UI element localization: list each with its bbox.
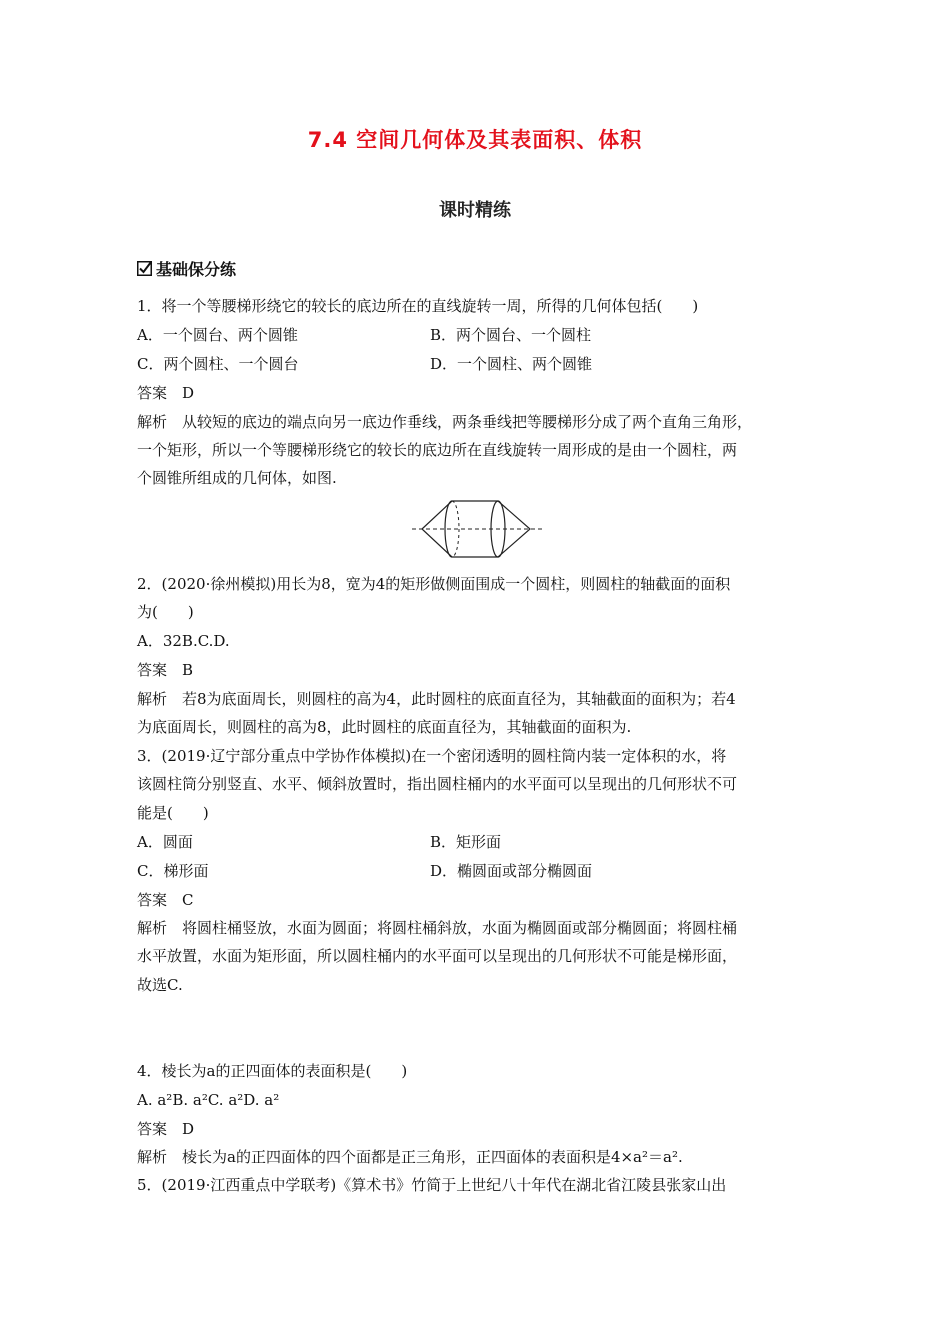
q1-explanation-line1: 解析 从较短的底边的端点向另一底边作垂线，两条垂线把等腰梯形分成了两个直角三角形， <box>137 413 753 431</box>
q3-answer: 答案 C <box>137 891 194 909</box>
q3-explanation-line3: 故选C. <box>137 976 183 994</box>
page-title: 7.4 空间几何体及其表面积、体积 <box>307 128 643 152</box>
q2-answer: 答案 B <box>137 661 194 679</box>
q5-stem: 5．(2019·江西重点中学联考)《算术书》竹简于上世纪八十年代在湖北省江陵县张家山出 <box>137 1176 727 1194</box>
q2-stem-line1: 2．(2020·徐州模拟)用长为8，宽为4的矩形做侧面围成一个圆柱，则圆柱的轴截面的面积 <box>137 575 731 593</box>
q3-option-b: B．矩形面 <box>430 833 502 851</box>
q3-option-d: D．椭圆面或部分椭圆面 <box>430 862 593 880</box>
q3-explanation-line1: 解析 将圆柱桶竖放，水面为圆面；将圆柱桶斜放，水面为椭圆面或部分椭圆面；将圆柱桶 <box>137 919 738 937</box>
q1-stem: 1．将一个等腰梯形绕它的较长的底边所在的直线旋转一周，所得的几何体包括( ) <box>137 297 699 315</box>
q1-option-d: D．一个圆柱、两个圆锥 <box>430 355 593 373</box>
q2-explanation-line1: 解析 若8为底面周长，则圆柱的高为4，此时圆柱的底面直径为，其轴截面的面积为；若4 <box>137 690 736 708</box>
q1-answer: 答案 D <box>137 384 195 402</box>
q3-stem-line1: 3．(2019·辽宁部分重点中学协作体模拟)在一个密闭透明的圆柱筒内装一定体积的水，将 <box>137 747 727 765</box>
q2-stem-line2: 为( ) <box>137 603 194 621</box>
q1-option-c: C．两个圆柱、一个圆台 <box>137 355 299 373</box>
q4-explanation: 解析 棱长为a的正四面体的四个面都是正三角形，正四面体的表面积是4×a²＝a². <box>137 1148 683 1166</box>
q3-option-c: C．梯形面 <box>137 862 209 880</box>
q3-explanation-line2: 水平放置，水面为矩形面，所以圆柱桶内的水平面可以呈现出的几何形状不可能是梯形面， <box>137 947 738 965</box>
q2-explanation-line2: 为底面周长，则圆柱的高为8，此时圆柱的底面直径为，其轴截面的面积为. <box>137 718 632 736</box>
q3-stem-line3: 能是( ) <box>137 804 209 822</box>
q4-answer: 答案 D <box>137 1120 195 1138</box>
q1-option-a: A．一个圆台、两个圆锥 <box>137 326 298 344</box>
section-label: 基础保分练 <box>156 260 237 279</box>
q4-options: A. a²B. a²C. a²D. a² <box>137 1091 280 1109</box>
q1-option-b: B．两个圆台、一个圆柱 <box>430 326 592 344</box>
cylinder-cone-figure <box>412 496 544 562</box>
q2-options: A．32B.C.D. <box>137 632 230 650</box>
q1-explanation-line3: 个圆锥所组成的几何体，如图. <box>137 469 337 487</box>
q3-stem-line2: 该圆柱筒分别竖直、水平、倾斜放置时，指出圆柱桶内的水平面可以呈现出的几何形状不可 <box>137 775 738 793</box>
q3-option-a: A．圆面 <box>137 833 193 851</box>
page-subtitle: 课时精练 <box>439 200 511 221</box>
q1-explanation-line2: 一个矩形，所以一个等腰梯形绕它的较长的底边所在直线旋转一周形成的是由一个圆柱，两 <box>137 441 738 459</box>
checkbox-icon <box>137 261 152 276</box>
section-heading <box>137 257 236 280</box>
q4-stem: 4．棱长为a的正四面体的表面积是( ) <box>137 1062 408 1080</box>
